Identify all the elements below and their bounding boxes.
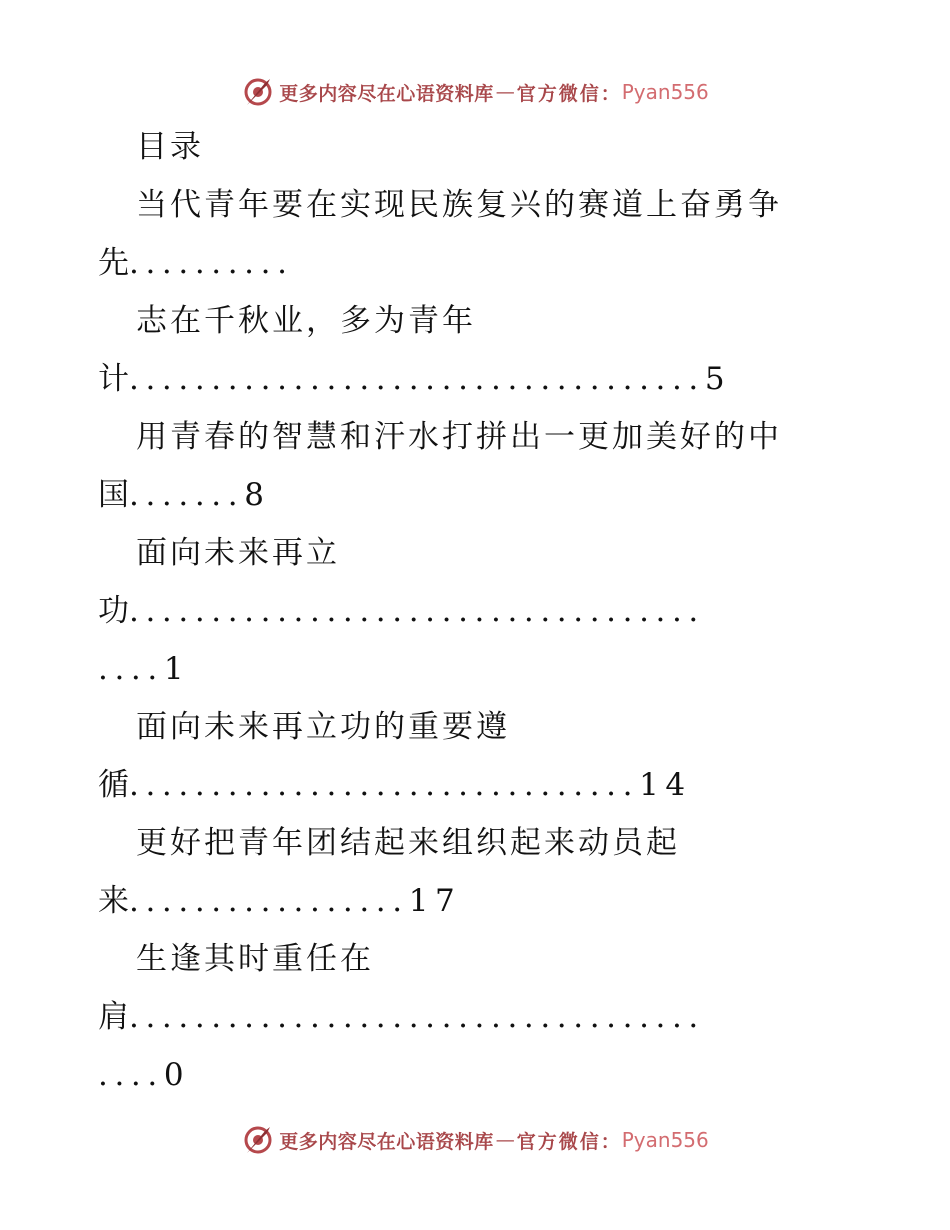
toc-leader-dots: ....	[98, 651, 164, 687]
toc-page-number: 1	[163, 651, 191, 687]
toc-head-char: 国	[98, 477, 129, 513]
toc-head-char: 循	[98, 767, 129, 803]
toc-page-number: 8	[244, 477, 271, 513]
toc-leader-dots: .................	[129, 883, 409, 919]
toc-leader-line	[98, 1046, 858, 1104]
toc-head-char: 计	[98, 361, 129, 397]
toc-leader-dots: ....	[98, 1057, 164, 1093]
toc-page-number: 0	[163, 1057, 191, 1093]
toc-leader-line	[98, 234, 858, 292]
toc-entry: 面向未来再立	[136, 535, 340, 571]
toc-leader-dots: ...................................	[129, 999, 705, 1035]
banner-sub-text: 官方微信：	[516, 1130, 622, 1153]
toc-leader-dots: ...............................	[129, 767, 640, 803]
header-watermark	[0, 70, 950, 114]
toc-leader-line	[98, 466, 858, 524]
banner-separator: —	[495, 81, 515, 103]
toc-page-number: 14	[639, 767, 692, 803]
toc-leader-line	[98, 872, 858, 930]
toc-leader-line	[98, 582, 858, 640]
quill-logo-icon	[241, 75, 275, 109]
toc-entry: 更好把青年团结起来组织起来动员起	[136, 825, 680, 861]
toc-head-char: 先	[98, 245, 129, 281]
toc-entry: 面向未来再立功的重要遵	[136, 709, 510, 745]
banner-account: Pyan556	[621, 1128, 709, 1152]
toc-leader-line	[98, 350, 858, 408]
banner-main-text: 更多内容尽在心语资料库	[279, 1130, 494, 1153]
banner-sub-text: 官方微信：	[516, 82, 622, 105]
banner-main-text: 更多内容尽在心语资料库	[279, 82, 494, 105]
toc-leader-line	[98, 756, 858, 814]
toc-head-char: 来	[98, 883, 129, 919]
toc-head-char: 功	[98, 593, 129, 629]
toc-leader-line	[98, 988, 858, 1046]
toc-entry: 生逢其时重任在	[136, 941, 374, 977]
toc-leader-dots: ..........	[129, 245, 294, 281]
toc-leader-dots: .......	[129, 477, 245, 513]
table-of-contents	[98, 118, 858, 1104]
toc-entry: 当代青年要在实现民族复兴的赛道上奋勇争	[136, 187, 782, 223]
toc-page-number: 5	[704, 361, 732, 397]
quill-logo-icon	[241, 1123, 275, 1157]
toc-entry: 志在千秋业，多为青年	[136, 303, 476, 339]
toc-entry: 用青春的智慧和汗水打拼出一更加美好的中	[136, 419, 782, 455]
toc-head-char: 肩	[98, 999, 129, 1035]
toc-title: 目录	[136, 129, 204, 165]
toc-page-number: 17	[408, 883, 462, 919]
banner-separator: —	[495, 1129, 515, 1151]
toc-leader-dots: ...................................	[129, 361, 705, 397]
toc-leader-line	[98, 640, 858, 698]
toc-leader-dots: ...................................	[129, 593, 705, 629]
banner-account: Pyan556	[621, 80, 709, 104]
footer-watermark	[0, 1118, 950, 1162]
